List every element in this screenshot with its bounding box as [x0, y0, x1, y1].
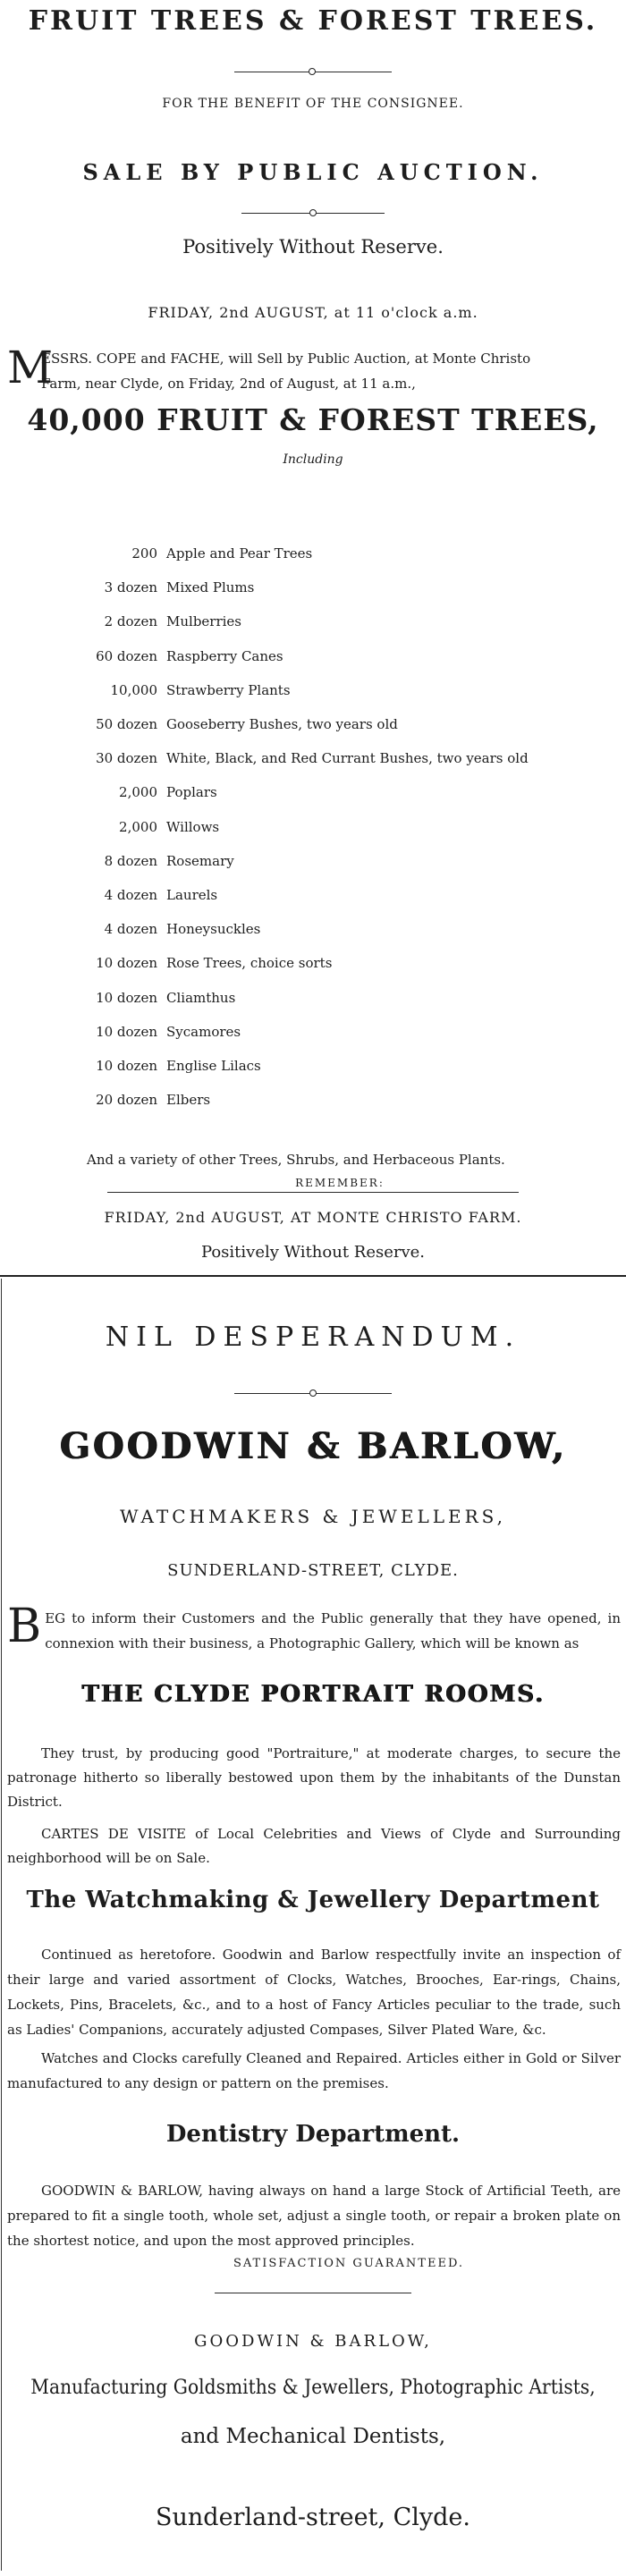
item-description: Rosemary [166, 853, 234, 869]
ad2-dentistry-text: GOODWIN & BARLOW, having always on hand a large Stock of Artificial Teeth, are prepared to fit a single tooth, whole set, adjust a single tooth, or repair a broken plate on the shortest notice, and upon the most approved principles. [7, 2183, 621, 2249]
ad2-continued-text: Continued as heretofore. Goodwin and Barlow respectfully invite an inspection of their large and varied assortment of Clocks, Watches, Brooches, Ear-rings, Chains, Lockets, Pins, Bracelets, &c., and to a host of Fancy Articles peculiar to the trade, such as Ladies' Companions, accurately adjusted Compases, Silver Plated Ware, &c. [7, 1947, 621, 2038]
ad2-satisfaction: SATISFACTION GUARANTEED. [233, 2257, 465, 2270]
column-rule-left [1, 1279, 2, 2571]
ad2-watch-heading: The Watchmaking & Jewellery Department [26, 1887, 600, 1913]
ad1-headline: FRUIT TREES & FOREST TREES. [28, 5, 598, 37]
item-quantity: 200 [131, 545, 157, 562]
ad1-sale-heading: SALE BY PUBLIC AUCTION. [82, 159, 544, 185]
advert-separator [0, 1275, 626, 1277]
ad1-reserve: Positively Without Reserve. [182, 236, 444, 258]
ad2-clocks-text: Watches and Clocks carefully Cleaned and Repaired. Articles either in Gold or Silver manufactured to any design or pattern on the premises. [7, 2050, 621, 2091]
item-quantity: 10 dozen [96, 1024, 157, 1040]
item-quantity: 2 dozen [104, 613, 157, 629]
ad1-intro-dropcap: M [7, 342, 54, 393]
ad1-remember: REMEMBER: [295, 1177, 385, 1189]
item-description: Poplars [166, 784, 217, 800]
ad2-dentistry-heading: Dentistry Department. [165, 2121, 461, 2148]
ad1-ornament-circle-1 [309, 68, 316, 75]
ad2-sign-line2: and Mechanical Dentists, [180, 2425, 446, 2448]
ad2-sign-street: Sunderland-street, Clyde. [156, 2504, 470, 2531]
item-quantity: 2,000 [119, 784, 157, 800]
ad2-beg-paragraph [7, 1600, 621, 1656]
item-quantity: 10,000 [110, 682, 157, 698]
item-quantity: 8 dozen [104, 853, 157, 869]
item-quantity: 2,000 [119, 819, 157, 835]
ad2-rooms: THE CLYDE PORTRAIT ROOMS. [81, 1681, 545, 1708]
ad1-remember-line: FRIDAY, 2nd AUGUST, AT MONTE CHRISTO FARM. [104, 1209, 522, 1226]
item-description: Apple and Pear Trees [166, 545, 313, 562]
item-quantity: 30 dozen [96, 750, 157, 766]
item-description: Mulberries [166, 613, 242, 629]
item-description: Elbers [166, 1092, 211, 1108]
item-description: Strawberry Plants [166, 682, 291, 698]
item-quantity: 4 dozen [104, 921, 157, 937]
item-description: Sycamores [166, 1024, 241, 1040]
item-quantity: 60 dozen [96, 648, 157, 664]
ad2-sign-line1: Manufacturing Goldsmiths & Jewellers, Photographic Artists, [30, 2377, 596, 2399]
item-description: Englise Lilacs [166, 1058, 261, 1074]
item-description: White, Black, and Red Currant Bushes, two years old [166, 750, 529, 766]
ad2-trust-text: They trust, by producing good "Portraiture," at moderate charges, to secure the patronage hitherto so liberally bestowed upon them by the inhabitants of the Dunstan District. [7, 1745, 621, 1810]
ad2-sign-name: GOODWIN & BARLOW, [194, 2332, 432, 2351]
ad2-street: SUNDERLAND-STREET, CLYDE. [167, 1561, 459, 1580]
ad1-variety: And a variety of other Trees, Shrubs, and Herbaceous Plants. [87, 1152, 505, 1168]
item-description: Gooseberry Bushes, two years old [166, 716, 398, 732]
item-description: Laurels [166, 887, 218, 903]
ad1-ornament-circle-2 [309, 209, 317, 216]
item-description: Cliamthus [166, 990, 236, 1006]
item-quantity: 3 dozen [104, 579, 157, 595]
ad1-big-title: 40,000 FRUIT & FOREST TREES, [27, 402, 599, 437]
item-quantity: 10 dozen [96, 1058, 157, 1074]
item-description: Raspberry Canes [166, 648, 283, 664]
item-description: Honeysuckles [166, 921, 261, 937]
ad1-remember-rule [107, 1192, 519, 1193]
item-quantity: 4 dozen [104, 887, 157, 903]
ad1-intro-line1: ESSRS. COPE and FACHE, will Sell by Public Auction, at Monte Christo [41, 351, 531, 367]
ad1-including: Including [283, 452, 343, 467]
item-quantity: 10 dozen [96, 955, 157, 971]
item-description: Willows [166, 819, 220, 835]
ad2-motto: NIL DESPERANDUM. [105, 1322, 521, 1353]
ad2-ornament-circle-1 [309, 1389, 317, 1397]
item-quantity: 50 dozen [96, 716, 157, 732]
item-quantity: 20 dozen [96, 1092, 157, 1108]
item-description: Mixed Plums [166, 579, 255, 595]
ad1-benefit: FOR THE BENEFIT OF THE CONSIGNEE. [162, 97, 464, 111]
ad2-cartes-text: CARTES DE VISITE of Local Celebrities and Views of Clyde and Surrounding neighborhood will be on Sale. [7, 1826, 621, 1866]
ad1-intro-line2: Farm, near Clyde, on Friday, 2nd of August, at 11 a.m., [41, 376, 416, 392]
item-description: Rose Trees, choice sorts [166, 955, 333, 971]
item-quantity: 10 dozen [96, 990, 157, 1006]
ad2-beg-dropcap: B [7, 1600, 42, 1653]
ad1-date-line: FRIDAY, 2nd AUGUST, at 11 o'clock a.m. [148, 304, 478, 321]
ad2-trade: WATCHMAKERS & JEWELLERS, [119, 1506, 507, 1527]
ad2-firm-name: GOODWIN & BARLOW, [59, 1425, 567, 1467]
ad1-reserve-2: Positively Without Reserve. [200, 1243, 426, 1262]
ad2-beg-text: EG to inform their Customers and the Public generally that they have opened, in connexion with their business, a Photographic Gallery, which will be known as [45, 1610, 621, 1651]
